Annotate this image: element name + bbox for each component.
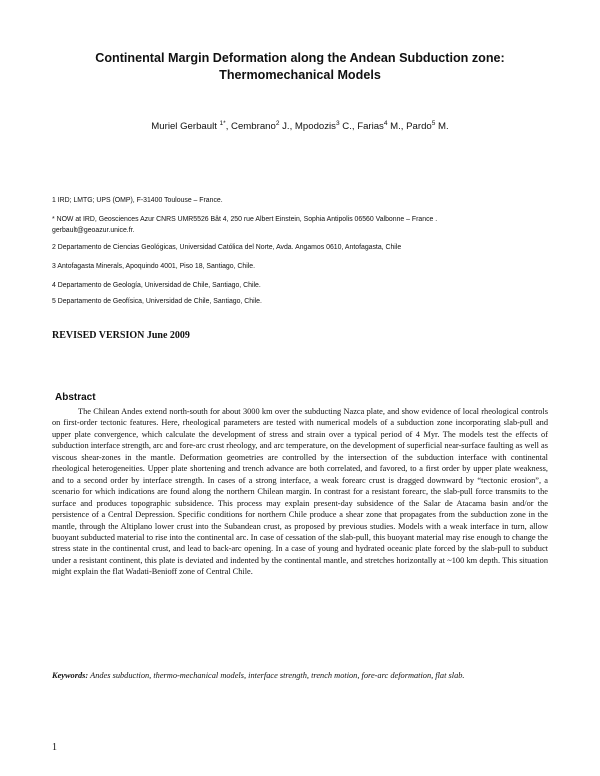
page-number: 1 bbox=[52, 742, 57, 753]
author-2-sup: 2 bbox=[275, 119, 280, 127]
affiliation-4: 4 Departamento de Geología, Universidad de Chile, Santiago, Chile. bbox=[52, 282, 261, 289]
author-list bbox=[40, 120, 560, 134]
affiliation-1: 1 IRD; LMTG; UPS (OMP), F-31400 Toulouse – France. bbox=[52, 197, 223, 204]
title-line-1: Continental Margin Deformation along the Andean Subduction zone: bbox=[95, 51, 505, 65]
author-2-name: , Cembrano bbox=[225, 121, 276, 132]
keywords-text: Andes subduction, thermo-mechanical models, interface strength, trench motion, fore-arc deformation, flat slab. bbox=[88, 671, 465, 680]
author-5-name: Pardo bbox=[406, 121, 432, 132]
affiliation-star bbox=[52, 215, 552, 236]
affiliation-3: 3 Antofagasta Minerals, Apoquindo 4001, Piso 18, Santiago, Chile. bbox=[52, 263, 256, 270]
keywords bbox=[52, 670, 548, 681]
author-4-initial: M., bbox=[387, 121, 407, 132]
author-3-name: Mpodozis bbox=[294, 121, 336, 132]
author-3-initial: C., bbox=[339, 121, 358, 132]
author-3-sup: 3 bbox=[335, 119, 340, 127]
author-1-sup: 1* bbox=[219, 119, 226, 127]
affiliation-star-line-1: * NOW at IRD, Geosciences Azur CNRS UMR5526 Bât 4, 250 rue Albert Einstein, Sophia Antipolis 06560 Valbonne – France . bbox=[52, 216, 438, 223]
author-5-sup: 5 bbox=[431, 119, 436, 127]
author-2-initial: J., bbox=[279, 121, 295, 132]
affiliation-star-email: gerbault@geoazur.unice.fr. bbox=[52, 226, 135, 234]
paper-title bbox=[40, 50, 560, 84]
affiliation-5: 5 Departamento de Geofísica, Universidad de Chile, Santiago, Chile. bbox=[52, 298, 262, 305]
title-line-2: Thermomechanical Models bbox=[219, 68, 381, 82]
abstract-heading: Abstract bbox=[55, 392, 96, 403]
author-5-initial: M. bbox=[435, 121, 449, 132]
author-4-name: Farias bbox=[357, 121, 384, 132]
affiliation-2: 2 Departamento de Ciencias Geológicas, Universidad Católica del Norte, Avda. Angamos 0610, Antofagasta, Chile bbox=[52, 244, 402, 251]
keywords-label: Keywords: bbox=[52, 671, 89, 680]
author-4-sup: 4 bbox=[383, 119, 388, 127]
revised-version-note: REVISED VERSION June 2009 bbox=[52, 330, 190, 341]
author-1-name: Muriel Gerbault bbox=[151, 121, 220, 132]
abstract-body: The Chilean Andes extend north-south for about 3000 km over the subducting Nazca plate, and show evidence of local rheological controls on first-order tectonic features. Here, rheological parameters are tested with numerical models of a subduction zone incorporating slab-pull and upper plate convergence, which calculate the development of stress and strain over a typical period of 4 Myr. The models test the effects of subduction interface strength, arc and fore-arc crust rheology, and arc temperature, on the development of superficial near-surface faulting as well as viscous shear-zones in the mantle. Deformation geometries are controlled by the intersection of the subduction interface with continental rheological heterogeneities. Upper plate shortening and trench advance are both correlated, and favored, to a first order by upper plate weakness, and to a second order by interface strength. In cases of a strong interface, a weak forearc crust is dragged downward by “tectonic erosion”, a scenario for which indications are found along the northern Chilean margin. In contrast for a resistant forearc, the slab-pull force transmits to the surface and produces topographic subsidence. This process may explain present-day subsidence of the Salar de Atacama basin and/or the persistence of a Central Depression. Specific conditions for northern Chile produce a shear zone that propagates from the subduction zone in the mantle, through the Altiplano lower crust into the Subandean crust, as proposed by previous studies. Models with a weak interface in turn, allow buoyant subducted material to rise into the continental arc. In case of cessation of the slab-pull, this buoyant material may rise enough to change the stress state in the continental crust, and lead to back-arc opening. In a case of young and hydrated oceanic plate forced by the slab-pull to subduct under a resistant continent, this plate is deviated and indented by the continental mantle, and stretches horizontally at ~100 km depth. This situation might explain the flat Wadati-Benioff zone of Central Chile. bbox=[52, 407, 548, 577]
